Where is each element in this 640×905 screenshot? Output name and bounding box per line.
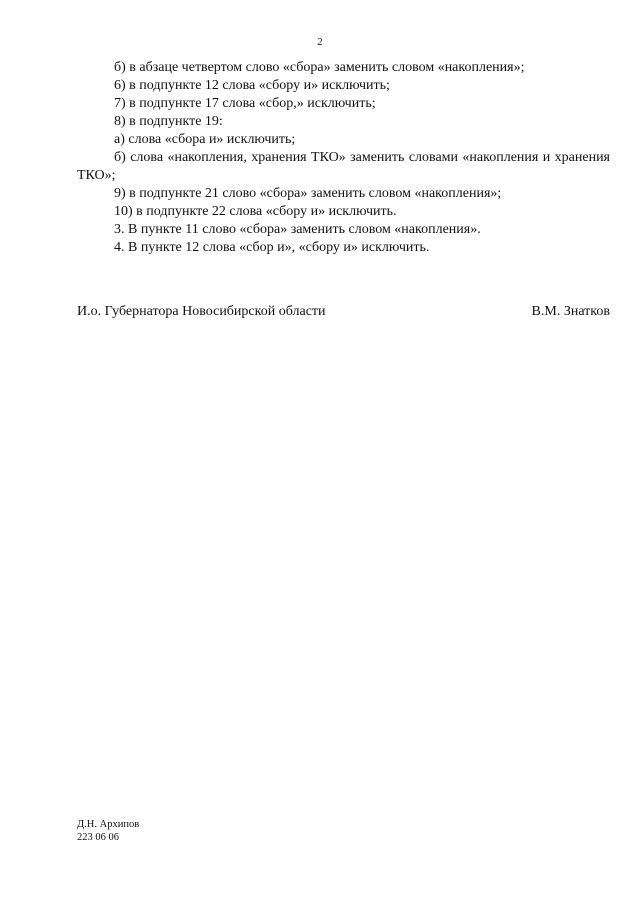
- paragraph-item-9: 9) в подпункте 21 слово «сбора» заменить словом «накопления»;: [114, 186, 502, 201]
- signatory-name: В.М. Знатков: [531, 304, 610, 319]
- signature-block: [77, 303, 610, 321]
- paragraph-item-10: 10) в подпункте 22 слова «сбору и» исключить.: [114, 204, 397, 219]
- paragraph-item-8: 8) в подпункте 19:: [114, 114, 223, 129]
- paragraph-point-4: 4. В пункте 12 слова «сбор и», «сбору и» исключить.: [114, 240, 430, 255]
- paragraph-item-8b: б) слова «накопления, хранения ТКО» заменить словами «накопления и хранения ТКО»;: [77, 150, 610, 183]
- executor-phone: 223 06 06: [77, 832, 119, 843]
- executor-name: Д.Н. Архипов: [77, 819, 140, 830]
- paragraph-item-6: 6) в подпункте 12 слова «сбору и» исключить;: [114, 78, 390, 93]
- page-number: 2: [317, 37, 323, 48]
- paragraph-amendment-b-paragraph-four: б) в абзаце четвертом слово «сбора» заменить словом «накопления»;: [114, 60, 525, 75]
- paragraph-item-8a: а) слова «сбора и» исключить;: [114, 132, 296, 147]
- paragraph-point-3: 3. В пункте 11 слово «сбора» заменить словом «накопления».: [114, 222, 481, 237]
- document-body: [77, 59, 610, 257]
- paragraph-item-7: 7) в подпункте 17 слова «сбор,» исключить;: [114, 96, 376, 111]
- signatory-position: И.о. Губернатора Новосибирской области: [77, 304, 326, 319]
- executor-block: [77, 818, 139, 844]
